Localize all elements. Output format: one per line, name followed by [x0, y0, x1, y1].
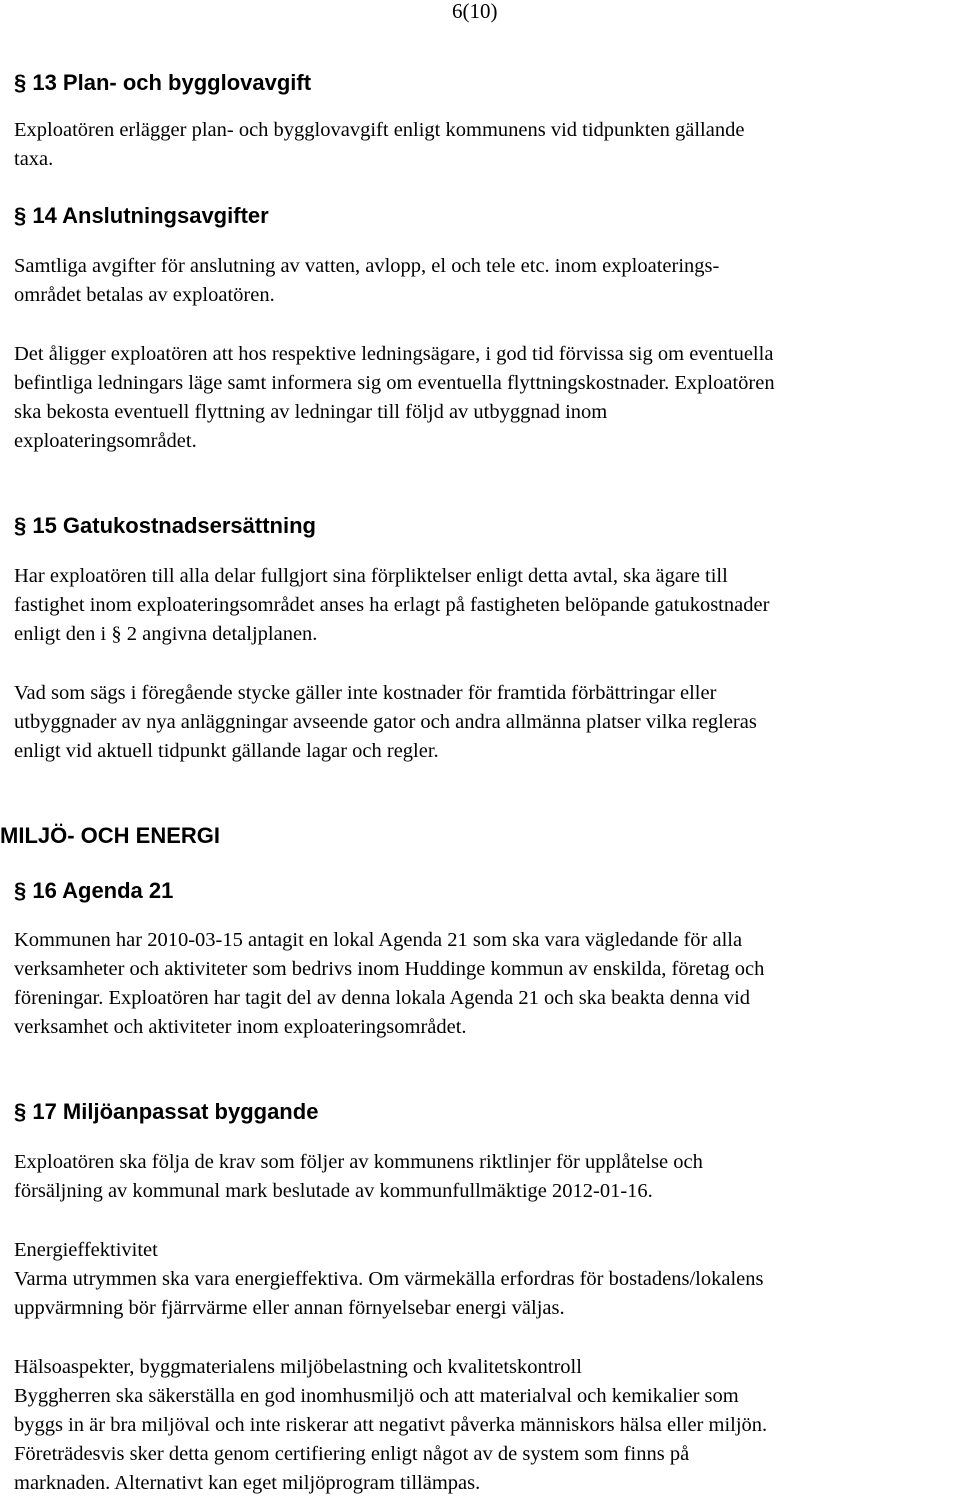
heading-section-13: § 13 Plan- och bygglovavgift — [14, 70, 312, 95]
section-title-miljo-energi: MILJÖ- OCH ENERGI — [0, 823, 221, 848]
section-16-paragraph: Kommunen har 2010-03-15 antagit en lokal Agenda 21 som ska vara vägledande för alla verksamheter och aktiviteter som bedrivs inom Huddinge kommun av enskilda, företag och föreningar. Exploatören har tagit del av denna lokala Agenda 21 och ska beakta denna vid verksamhet och aktiviteter inom exploateringsområdet. — [14, 929, 765, 1038]
heading-section-15: § 15 Gatukostnadsersättning — [14, 513, 316, 538]
halsoaspekter-paragraph: Byggherren ska säkerställa en god inomhusmiljö och att materialval och kemikalier som byggs in är bra miljöval och inte riskerar att negativt påverka människors hälsa eller miljön. Företrädesvis sker detta genom certifiering enligt något av de system som finns på marknaden. Alternativt kan eget miljöprogram tillämpas. — [14, 1385, 768, 1494]
subheading-energieffektivitet: Energieffektivitet — [14, 1239, 158, 1261]
page-number: 6(10) — [452, 0, 498, 23]
section-14-paragraph-1: Samtliga avgifter för anslutning av vatten, avlopp, el och tele etc. inom exploaterings- området betalas av exploatören. — [14, 255, 720, 306]
subheading-halsoaspekter: Hälsoaspekter, byggmaterialens miljöbelastning och kvalitetskontroll — [14, 1356, 582, 1378]
section-15-paragraph-2: Vad som sägs i föregående stycke gäller inte kostnader för framtida förbättringar eller utbyggnader av nya anläggningar avseende gator och andra allmänna platser vilka regleras enligt vid aktuell tidpunkt gällande lagar och regler. — [14, 682, 757, 762]
energieffektivitet-paragraph: Varma utrymmen ska vara energieffektiva. Om värmekälla erfordras för bostadens/lokalens uppvärmning bör fjärrvärme eller annan förnyelsebar energi väljas. — [14, 1268, 764, 1319]
heading-section-17: § 17 Miljöanpassat byggande — [14, 1099, 319, 1124]
heading-section-14: § 14 Anslutningsavgifter — [14, 203, 269, 228]
heading-section-16: § 16 Agenda 21 — [14, 878, 174, 903]
section-15-paragraph-1: Har exploatören till alla delar fullgjort sina förpliktelser enligt detta avtal, ska ägare till fastighet inom exploateringsområdet anses ha erlagt på fastigheten belöpande gatukostnader enligt den i § 2 angivna detaljplanen. — [14, 565, 770, 645]
section-13-paragraph: Exploatören erlägger plan- och bygglovavgift enligt kommunens vid tidpunkten gällande taxa. — [14, 119, 745, 170]
section-17-paragraph: Exploatören ska följa de krav som följer av kommunens riktlinjer för upplåtelse och försäljning av kommunal mark beslutade av kommunfullmäktige 2012-01-16. — [14, 1151, 703, 1202]
section-14-paragraph-2: Det åligger exploatören att hos respektive ledningsägare, i god tid förvissa sig om eventuella befintliga ledningars läge samt informera sig om eventuella flyttningskostnader. Exploatören ska bekosta eventuell flyttning av ledningar till följd av utbyggnad inom exploateringsområdet. — [14, 343, 775, 452]
